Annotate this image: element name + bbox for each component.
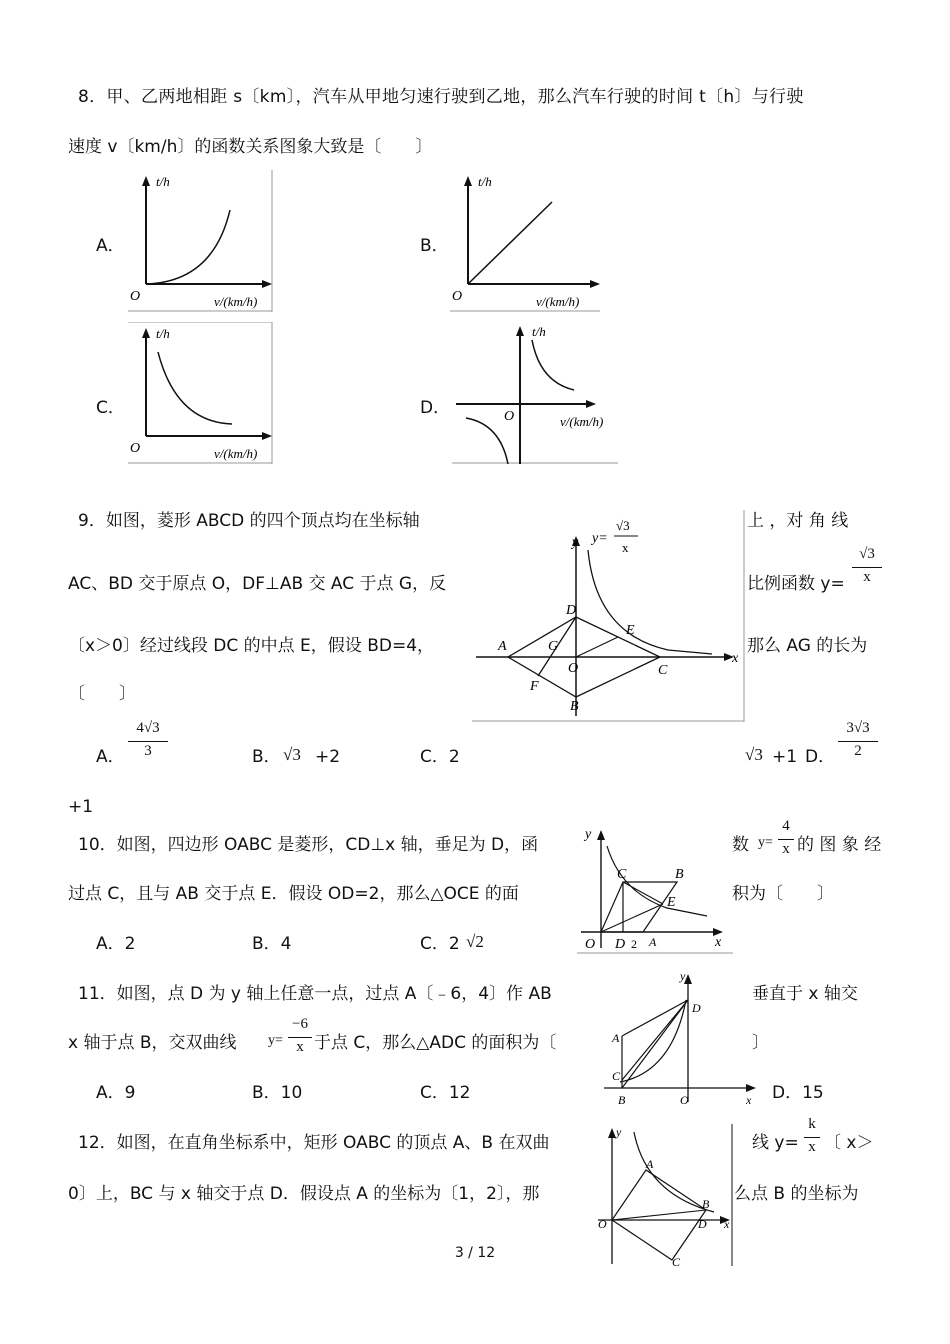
- q11-figure: [600, 970, 760, 1108]
- q8b-v-label: v/(km/h): [536, 294, 580, 309]
- q9-option-a-fraction: 4√3 3: [128, 720, 168, 764]
- q12-fig-O: O: [598, 1217, 607, 1231]
- q8-graph-d: [452, 320, 622, 464]
- q8c-t-label: t/h: [156, 326, 170, 341]
- q9-line2-right: 比例函数 y=: [747, 574, 845, 594]
- q9-option-c-root: √3: [745, 745, 763, 764]
- q11-frac-neg6-over-x: −6 x: [288, 1016, 312, 1060]
- q9-fig-D: D: [566, 603, 577, 618]
- q12-fig-D: D: [698, 1217, 707, 1231]
- q11-line1-right: 垂直于 x 轴交: [752, 984, 858, 1004]
- q9-line1-right: 上 ，对 角 线: [747, 511, 849, 531]
- q11-line1: 11．如图，点 D 为 y 轴上任意一点，过点 A〔﹣6，4〕作 AB: [78, 984, 552, 1004]
- q11-fig-C: C: [612, 1069, 621, 1083]
- q9-option-d-label: D．: [805, 747, 836, 767]
- q11-line2-a: x 轴于点 B，交双曲线: [68, 1033, 237, 1053]
- q11-fig-D: D: [692, 1001, 701, 1015]
- q10-frac-prefix: y=: [758, 835, 773, 850]
- q11-fig-O: O: [680, 1093, 689, 1107]
- q8-line1: 8．甲、乙两地相距 s〔km〕，汽车从甲地匀速行驶到乙地，那么汽车行驶的时间 t〔h〕与行驶: [78, 87, 804, 107]
- q10-option-c: C．2: [420, 934, 460, 954]
- q9-option-d-fraction: 3√3 2: [838, 720, 878, 764]
- q10-fig-E: E: [667, 895, 676, 910]
- q8b-origin: O: [452, 289, 463, 304]
- q9-wrap-plus-one: +1: [68, 797, 94, 817]
- q11-option-d: D．15: [772, 1083, 824, 1103]
- q12-line1: 12．如图，在直角坐标系中，矩形 OABC 的顶点 A、B 在双曲: [78, 1133, 550, 1153]
- q8-option-b-label: B．: [420, 236, 449, 256]
- q10-figure: [577, 822, 733, 954]
- q10-line1: 10．如图，四边形 OABC 是菱形，CD⊥x 轴，垂足为 D，函: [78, 835, 539, 855]
- q9-fig-func-num: √3: [616, 518, 630, 533]
- q8-option-a-label: A．: [96, 236, 125, 256]
- q9-option-c-tail: +1: [772, 747, 798, 767]
- q9-fig-G: G: [548, 639, 559, 654]
- q11-fig-y: y: [680, 970, 686, 983]
- page-number: 3 / 12: [454, 1245, 496, 1261]
- q10-fig-A: A: [649, 935, 657, 949]
- q8c-origin: O: [130, 441, 141, 456]
- q9-line3: 〔x＞0〕经过线段 DC 的中点 E，假设 BD=4，: [68, 636, 435, 656]
- q11-option-b: B．10: [252, 1083, 303, 1103]
- q12-frac-k-over-x: k x: [804, 1116, 820, 1160]
- q11-fig-B: B: [618, 1093, 626, 1107]
- q10-fig-O: O: [585, 937, 596, 952]
- q8-option-d-label: D．: [420, 398, 451, 418]
- q9-line2: AC、BD 交于原点 O，DF⊥AB 交 AC 于点 G，反: [68, 574, 447, 594]
- q9-fig-B: B: [570, 699, 579, 714]
- q9-option-a-label: A．: [96, 747, 125, 767]
- q9-fig-F: F: [530, 679, 539, 694]
- q9-line1: 9．如图，菱形 ABCD 的四个顶点均在坐标轴: [78, 511, 420, 531]
- q9-line3-right: 那么 AG 的长为: [747, 636, 868, 656]
- q9-frac-sqrt3-over-x: √3 x: [852, 546, 882, 590]
- q9-fig-C: C: [658, 663, 668, 678]
- q10-option-b: B．4: [252, 934, 292, 954]
- q12-fig-y: y: [616, 1125, 622, 1139]
- q9-fig-func: y=: [592, 531, 608, 546]
- q12-line1-right-a: 线 y=: [752, 1133, 799, 1153]
- q8-graph-b: [450, 170, 600, 312]
- q12-line2-right: 么点 B 的坐标为: [734, 1184, 859, 1204]
- q11-fig-A: A: [612, 1031, 620, 1045]
- q10-fig-y: y: [585, 827, 592, 842]
- q10-frac-4-over-x: 4 x: [778, 818, 794, 862]
- q8a-t-label: t/h: [156, 174, 170, 189]
- q10-fig-B: B: [675, 867, 684, 882]
- q10-fig-x: x: [715, 935, 722, 950]
- q8-line2: 速度 v〔km/h〕的函数关系图象大致是〔 〕: [68, 137, 433, 157]
- q11-option-c: C．12: [420, 1083, 471, 1103]
- q11-line2-b: 于点 C，那么△ADC 的面积为〔: [314, 1033, 557, 1053]
- q10-line2: 过点 C，且与 AB 交于点 E．假设 OD=2，那么△OCE 的面: [68, 884, 519, 904]
- q9-option-b-label: B．: [252, 747, 281, 767]
- q8d-t-label: t/h: [532, 324, 546, 339]
- q8a-origin: O: [130, 289, 141, 304]
- q12-line1-right-b: 〔 x＞: [824, 1133, 874, 1153]
- q10-line1-right-b: 的 图 象 经: [797, 835, 882, 855]
- q10-option-a: A．2: [96, 934, 136, 954]
- q10-fig-D: D: [615, 937, 626, 952]
- q9-fig-func-den: x: [622, 540, 629, 555]
- q11-option-a: A．9: [96, 1083, 136, 1103]
- q11-frac-prefix: y=: [268, 1033, 283, 1048]
- q9-fig-E: E: [626, 623, 635, 638]
- q9-option-b-tail: +2: [315, 747, 341, 767]
- q8a-v-label: v/(km/h): [214, 294, 258, 309]
- q8-graph-a: [128, 170, 278, 312]
- q8b-t-label: t/h: [478, 174, 492, 189]
- q10-fig-C: C: [617, 867, 627, 882]
- q10-option-c-root: √2: [466, 932, 484, 951]
- q12-fig-B: B: [702, 1197, 710, 1211]
- q12-line2: 0〕上，BC 与 x 轴交于点 D．假设点 A 的坐标为〔1，2〕，那: [68, 1184, 540, 1204]
- q10-line2-right: 积为〔 〕: [732, 884, 834, 904]
- q8d-origin: O: [504, 409, 515, 424]
- q9-option-b-root: √3: [283, 745, 301, 764]
- q12-fig-A: A: [646, 1157, 654, 1171]
- q10-fig-2: 2: [631, 937, 637, 951]
- q8c-v-label: v/(km/h): [214, 446, 258, 461]
- q9-fig-O: O: [568, 661, 579, 676]
- q9-fig-A: A: [498, 639, 507, 654]
- q12-fig-C: C: [672, 1255, 681, 1266]
- q8-option-c-label: C．: [96, 398, 125, 418]
- q8d-v-label: v/(km/h): [560, 414, 604, 429]
- q11-fig-x: x: [746, 1093, 752, 1107]
- q10-line1-right-a: 数: [732, 835, 749, 855]
- q9-figure: [472, 510, 746, 722]
- q11-line2-right: 〕: [752, 1033, 769, 1053]
- q12-fig-x: x: [724, 1217, 730, 1231]
- q9-fig-y: y: [572, 535, 579, 550]
- q8-graph-c: [128, 322, 278, 464]
- q9-fig-x: x: [732, 651, 739, 666]
- q9-option-c-label: C．2: [420, 747, 460, 767]
- q9-line4: 〔 〕: [68, 684, 136, 704]
